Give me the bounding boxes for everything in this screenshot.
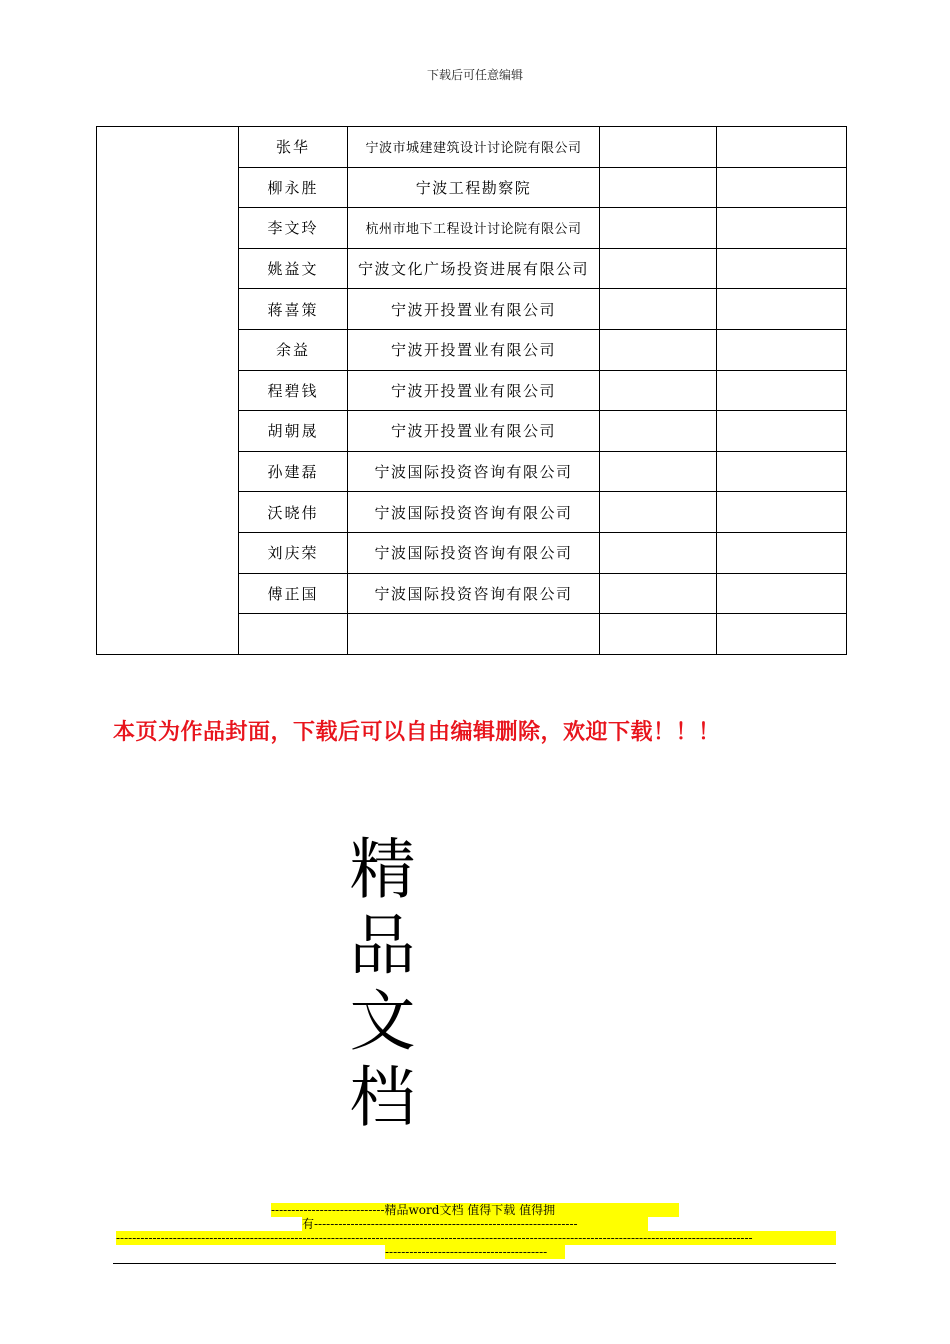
member-name: 余益 <box>239 329 348 370</box>
member-organization: 宁波工程勘察院 <box>348 167 600 208</box>
extra-cell-b <box>717 532 847 573</box>
member-organization: 宁波国际投资咨询有限公司 <box>348 573 600 614</box>
member-name: 傅正国 <box>239 573 348 614</box>
member-organization: 宁波开投置业有限公司 <box>348 329 600 370</box>
cover-title <box>345 832 420 1136</box>
extra-cell-a <box>600 532 717 573</box>
member-organization: 宁波开投置业有限公司 <box>348 289 600 330</box>
extra-cell-a <box>600 329 717 370</box>
extra-cell-b <box>717 289 847 330</box>
footer-line: ------------------------------------------------------------------------------------------------------------------------------------------------------------- <box>116 1231 836 1245</box>
member-name: 程碧钱 <box>239 370 348 411</box>
cover-title-char: 文 <box>349 983 416 1060</box>
extra-cell-b <box>717 127 847 168</box>
member-name: 柳永胜 <box>239 167 348 208</box>
group-cell <box>97 127 239 655</box>
member-organization: 宁波文化广场投资进展有限公司 <box>348 248 600 289</box>
footer-rule <box>113 1263 836 1264</box>
extra-cell-a <box>600 208 717 249</box>
member-name: 胡朝晟 <box>239 411 348 452</box>
extra-cell-b <box>717 329 847 370</box>
page-header-note: 下载后可任意编辑 <box>426 68 523 82</box>
extra-cell-a <box>600 167 717 208</box>
extra-cell-a <box>600 127 717 168</box>
footer-line: ----------------------------精品word文档 值得下载 值得拥 <box>271 1203 679 1217</box>
extra-cell-b <box>717 451 847 492</box>
member-organization: 宁波国际投资咨询有限公司 <box>348 532 600 573</box>
member-organization: 宁波国际投资咨询有限公司 <box>348 492 600 533</box>
extra-cell-a <box>600 248 717 289</box>
extra-cell-b <box>717 167 847 208</box>
extra-cell-a <box>600 370 717 411</box>
cover-title-char: 精 <box>349 831 416 908</box>
extra-cell-a <box>600 492 717 533</box>
member-name <box>239 614 348 655</box>
member-name: 蒋喜策 <box>239 289 348 330</box>
extra-cell-b <box>717 248 847 289</box>
cover-notice: 本页为作品封面，下载后可以自由编辑删除，欢迎下载！！！ <box>113 720 721 745</box>
roster-table <box>96 126 847 655</box>
member-organization: 宁波市城建建筑设计讨论院有限公司 <box>348 127 600 168</box>
table-row <box>97 127 847 168</box>
member-organization <box>348 614 600 655</box>
footer-line: 有----------------------------------------------------------------- <box>302 1217 648 1231</box>
member-organization: 宁波国际投资咨询有限公司 <box>348 451 600 492</box>
cover-title-char: 档 <box>349 1059 416 1136</box>
member-name: 姚益文 <box>239 248 348 289</box>
extra-cell-a <box>600 451 717 492</box>
member-name: 李文玲 <box>239 208 348 249</box>
footer-line: ---------------------------------------- <box>385 1245 565 1259</box>
extra-cell-b <box>717 411 847 452</box>
member-organization: 杭州市地下工程设计讨论院有限公司 <box>348 208 600 249</box>
member-organization: 宁波开投置业有限公司 <box>348 411 600 452</box>
member-name: 孙建磊 <box>239 451 348 492</box>
extra-cell-b <box>717 208 847 249</box>
extra-cell-a <box>600 573 717 614</box>
extra-cell-a <box>600 614 717 655</box>
extra-cell-b <box>717 614 847 655</box>
extra-cell-b <box>717 573 847 614</box>
member-name: 沃晓伟 <box>239 492 348 533</box>
member-organization: 宁波开投置业有限公司 <box>348 370 600 411</box>
member-name: 张华 <box>239 127 348 168</box>
cover-title-char: 品 <box>349 907 416 984</box>
extra-cell-a <box>600 289 717 330</box>
extra-cell-a <box>600 411 717 452</box>
extra-cell-b <box>717 370 847 411</box>
extra-cell-b <box>717 492 847 533</box>
member-name: 刘庆荣 <box>239 532 348 573</box>
